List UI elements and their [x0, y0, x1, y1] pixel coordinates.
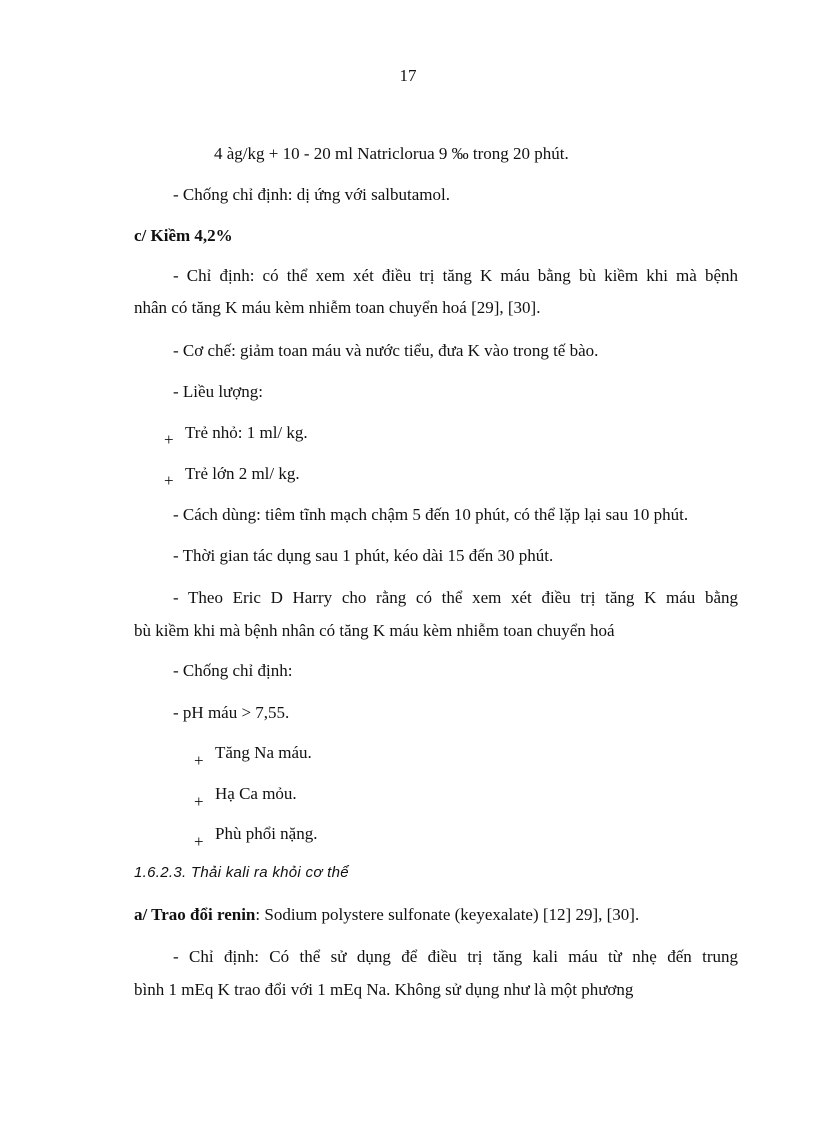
paragraph-line: 4 àg/kg + 10 - 20 ml Natriclorua 9 ‰ trong 20 phút. — [214, 144, 569, 163]
list-item: Tăng Na máu. — [215, 743, 312, 762]
list-item: Trẻ lớn 2 ml/ kg. — [185, 464, 300, 483]
paragraph-line: - Theo Eric D Harry cho rằng có thể xem xét điều trị tăng K máu bằng — [173, 588, 738, 607]
paragraph-line: bù kiềm khi mà bệnh nhân có tăng K máu kèm nhiễm toan chuyển hoá — [134, 621, 615, 640]
paragraph-line: - pH máu > 7,55. — [173, 703, 290, 722]
section-heading — [134, 226, 233, 246]
subsection-heading: 1.6.2.3. Thải kali ra khỏi cơ thể — [134, 864, 349, 881]
list-item: Trẻ nhỏ: 1 ml/ kg. — [185, 423, 308, 442]
plus-bullet: + — [194, 792, 204, 811]
plus-bullet: + — [164, 430, 174, 449]
term-description: : Sodium polystere sulfonate (keyexalate) [12] 29], [30]. — [255, 905, 640, 924]
paragraph-line: - Chỉ định: Có thể sử dụng để điều trị tăng kali máu từ nhẹ đến trung — [173, 947, 738, 966]
term-bold: a/ Trao đổi renin — [134, 905, 256, 924]
paragraph-line: - Liều lượng: — [173, 382, 263, 401]
paragraph-line: - Cơ chế: giảm toan máu và nước tiểu, đưa K vào trong tế bào. — [173, 341, 599, 360]
page-number: 17 — [399, 66, 417, 85]
list-item: Phù phổi nặng. — [215, 824, 318, 843]
paragraph-line: - Cách dùng: tiêm tĩnh mạch chậm 5 đến 10 phút, có thể lặp lại sau 10 phút. — [173, 505, 689, 524]
plus-bullet: + — [194, 751, 204, 770]
plus-bullet: + — [194, 832, 204, 851]
paragraph-line: - Chống chỉ định: dị ứng với salbutamol. — [173, 185, 450, 204]
paragraph-line: nhân có tăng K máu kèm nhiễm toan chuyển hoá [29], [30]. — [134, 298, 541, 317]
list-item: Hạ Ca mỏu. — [215, 784, 297, 803]
paragraph-line: - Thời gian tác dụng sau 1 phút, kéo dài 15 đến 30 phút. — [173, 546, 554, 565]
paragraph-line — [134, 905, 639, 925]
plus-bullet: + — [164, 471, 174, 490]
paragraph-line: - Chống chỉ định: — [173, 661, 293, 680]
paragraph-line: - Chỉ định: có thể xem xét điều trị tăng K máu bằng bù kiềm khi mà bệnh — [173, 266, 738, 285]
paragraph-line: bình 1 mEq K trao đổi với 1 mEq Na. Không sử dụng như là một phương — [134, 980, 634, 999]
heading-text: c/ Kiềm 4,2% — [134, 226, 233, 245]
